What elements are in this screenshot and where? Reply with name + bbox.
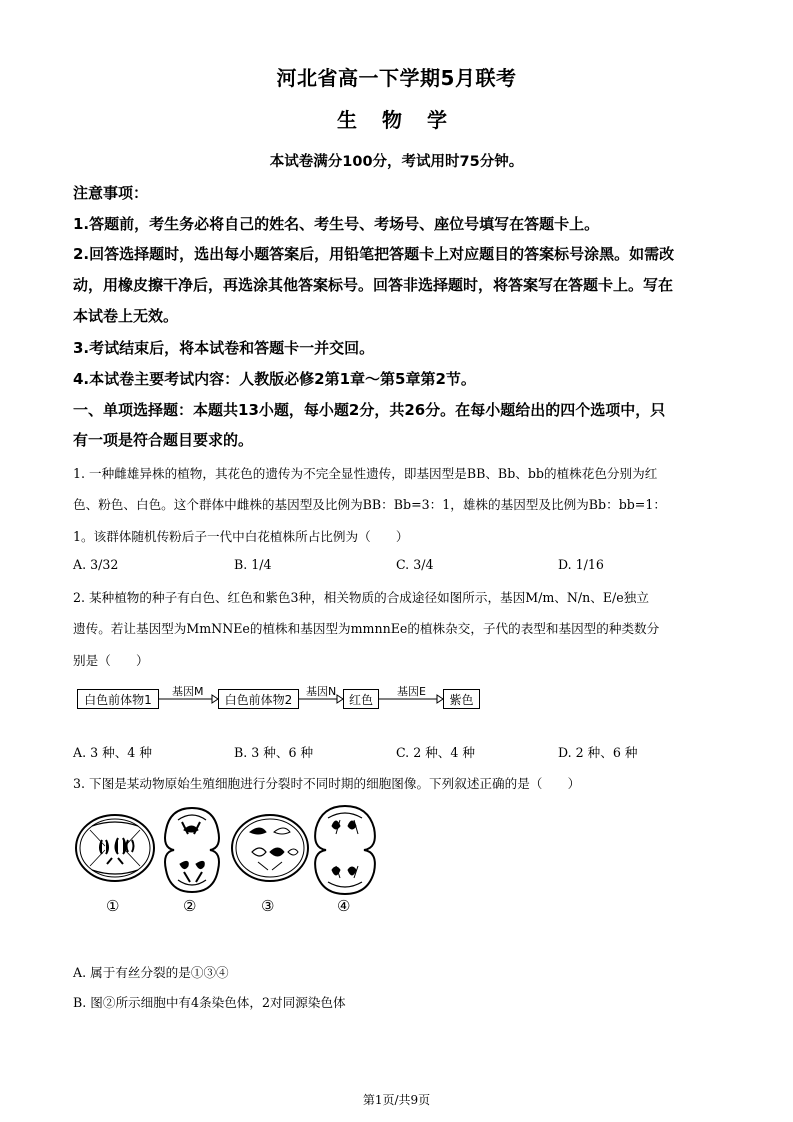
q3-stem: 3. 下图是某动物原始生殖细胞进行分裂时不同时期的细胞图像。下列叙述正确的是（ ） [73,776,581,791]
q3-option-a: A. 属于有丝分裂的是①③④ [73,965,229,980]
pathway-box-precursor-1: 白色前体物1 [77,689,159,709]
arrow-3-head [437,695,443,703]
cell-label-4: ④ [337,897,351,915]
notice-heading: 注意事项： [73,184,149,202]
q2-stem-line-1: 2. 某种植物的种子有白色、红色和紫色3种，相关物质的合成途径如图所示，基因M/m、N/n、E/e独立 [73,590,649,605]
notice-item-1: 1.答题前，考生务必将自己的姓名、考生号、考场号、座位号填写在答题卡上。 [73,215,600,233]
cell-label-2: ② [183,897,197,915]
pathway-gene-m: 基因M [172,685,204,698]
notice-item-4: 4.本试卷主要考试内容：人教版必修2第1章～第5章第2节。 [73,370,476,388]
pathway-box-purple: 紫色 [443,689,480,709]
exam-info: 本试卷满分100分，考试用时75分钟。 [269,154,524,170]
q2-option-c: C. 2 种、4 种 [396,745,476,760]
arrow-1-head [212,695,218,703]
cell-4-anaphase-mitosis [315,806,375,894]
q3-option-b: B. 图②所示细胞中有4条染色体，2对同源染色体 [73,995,346,1010]
q2-option-a: A. 3 种、4 种 [73,745,152,760]
q1-stem-line-3: 1。该群体随机传粉后子一代中白花植株所占比例为（ ） [73,529,409,544]
q1-option-b: B. 1/4 [234,557,272,572]
notice-item-2-line-1: 2.回答选择题时，选出每小题答案后，用铅笔把答题卡上对应题目的答案标号涂黑。如需改 [73,245,675,263]
q1-option-d: D. 1/16 [558,557,604,572]
cell-label-1: ① [106,897,120,915]
cell-1-metaphase-mitosis [76,815,154,881]
notice-item-2-line-2: 动，用橡皮擦干净后，再选涂其他答案标号。回答非选择题时，将答案写在答题卡上。写在 [73,276,674,294]
exam-title: 河北省高一下学期5月联考 [276,66,517,90]
pathway-box-red: 红色 [343,689,379,709]
q1-stem-line-2: 色、粉色、白色。这个群体中雌株的基因型及比例为BB：Bb=3：1，雄株的基因型及比例为Bb：bb=1： [73,497,666,512]
q2-option-d: D. 2 种、6 种 [558,745,638,760]
cell-3-metaphase-1 [232,815,308,881]
page-number: 第1页/共9页 [362,1093,431,1107]
pathway-gene-n: 基因N [306,685,337,698]
pathway-gene-e: 基因E [397,685,426,698]
notice-item-3: 3.考试结束后，将本试卷和答题卡一并交回。 [73,339,375,357]
cell-label-3: ③ [261,897,275,915]
q2-option-b: B. 3 种、6 种 [234,745,314,760]
q1-option-c: C. 3/4 [396,557,434,572]
section-heading-line-1: 一、单项选择题：本题共13小题，每小题2分，共26分。在每小题给出的四个选项中，只 [73,401,666,419]
q1-stem-line-1: 1. 一种雌雄异株的植物，其花色的遗传为不完全显性遗传，即基因型是BB、Bb、bb的植株花色分别为红 [73,466,658,481]
pathway-box-precursor-2: 白色前体物2 [218,689,299,709]
cell-2-anaphase-meiosis [165,808,219,892]
q2-stem-line-2: 遗传。若让基因型为MmNNEe的植株和基因型为mmnnEe的植株杂交，子代的表型和基因型的种类数分 [73,621,660,636]
notice-item-2-line-3: 本试卷上无效。 [73,307,179,325]
section-heading-line-2: 有一项是符合题目要求的。 [73,431,254,449]
q1-option-a: A. 3/32 [73,557,119,572]
q2-stem-line-3: 别是（ ） [73,653,149,668]
cell-division-figures [70,800,390,900]
arrow-2-head [337,695,343,703]
subject-title: 生 物 学 [337,108,456,132]
